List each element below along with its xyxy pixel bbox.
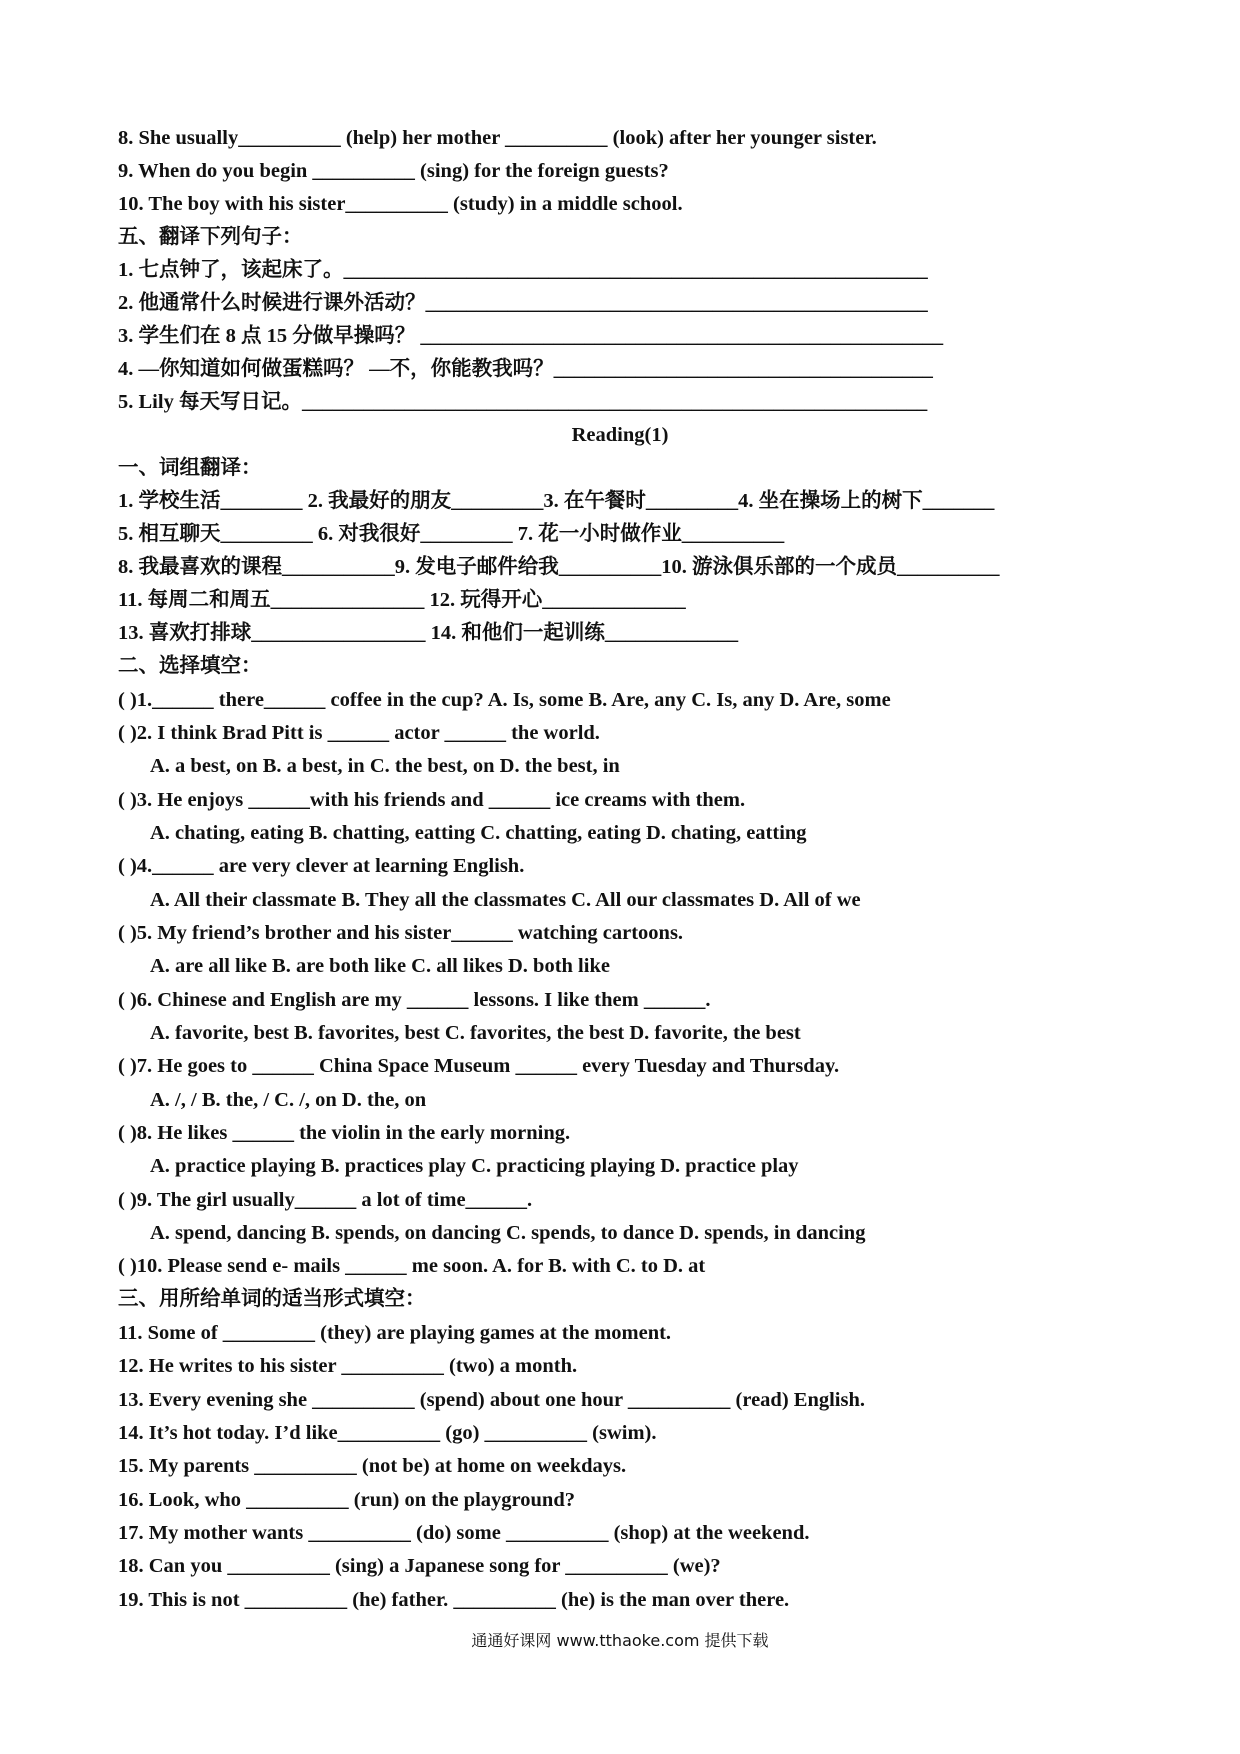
exercise-line: 5. 相互聊天_________ 6. 对我很好_________ 7. 花一小时做作业__________ xyxy=(118,523,785,545)
question-line: ( )6. Chinese and English are my ______ lessons. I like them ______. xyxy=(118,989,711,1011)
options-line: A. are all like B. are both like C. all likes D. both like xyxy=(150,955,610,977)
exercise-line: 15. My parents __________ (not be) at home on weekdays. xyxy=(118,1455,627,1477)
exercise-line: 11. 每周二和周五_______________ 12. 玩得开心______________ xyxy=(118,589,686,611)
question-line: ( )9. The girl usually______ a lot of time______. xyxy=(118,1189,533,1211)
exercise-line: 8. She usually__________ (help) her mother __________ (look) after her younger sister. xyxy=(118,127,877,149)
section-heading: 三、用所给单词的适当形式填空： xyxy=(118,1288,426,1310)
exercise-line: 17. My mother wants __________ (do) some __________ (shop) at the weekend. xyxy=(118,1522,810,1544)
section-heading: 五、翻译下列句子： xyxy=(118,226,303,248)
exercise-line: 4. —你知道如何做蛋糕吗？ —不，你能教我吗？_____________________________________ xyxy=(118,358,933,380)
exercise-line: 2. 他通常什么时候进行课外活动？_________________________________________________ xyxy=(118,292,928,314)
section-heading: 二、选择填空： xyxy=(118,655,262,677)
exercise-line: 9. When do you begin __________ (sing) for the foreign guests? xyxy=(118,160,669,182)
question-line: ( )7. He goes to ______ China Space Museum ______ every Tuesday and Thursday. xyxy=(118,1055,840,1077)
options-line: A. a best, on B. a best, in C. the best, on D. the best, in xyxy=(150,755,620,777)
exercise-line: 1. 学校生活________ 2. 我最好的朋友_________3. 在午餐时_________4. 坐在操场上的树下_______ xyxy=(118,490,995,512)
options-line: A. favorite, best B. favorites, best C. favorites, the best D. favorite, the best xyxy=(150,1022,801,1044)
question-line: ( )8. He likes ______ the violin in the early morning. xyxy=(118,1122,571,1144)
exercise-line: 16. Look, who __________ (run) on the playground? xyxy=(118,1489,575,1511)
exercise-line: 19. This is not __________ (he) father. __________ (he) is the man over there. xyxy=(118,1589,790,1611)
options-line: A. chating, eating B. chatting, eatting C. chatting, eating D. chating, eatting xyxy=(150,822,807,844)
section-heading: 一、词组翻译： xyxy=(118,457,262,479)
exercise-line: 13. 喜欢打排球_________________ 14. 和他们一起训练_____________ xyxy=(118,622,739,644)
exercise-line: 1. 七点钟了，该起床了。_________________________________________________________ xyxy=(118,259,928,281)
options-line: A. All their classmate B. They all the classmates C. All our classmates D. All of we xyxy=(150,889,861,911)
question-line: ( )10. Please send e- mails ______ me soon. A. for B. with C. to D. at xyxy=(118,1255,706,1277)
exercise-line: 14. It’s hot today. I’d like__________ (go) __________ (swim). xyxy=(118,1422,657,1444)
exercise-line: 5. Lily 每天写日记。_____________________________________________________________ xyxy=(118,391,928,413)
exercise-line: 3. 学生们在 8 点 15 分做早操吗？ ___________________________________________________ xyxy=(118,325,944,347)
exercise-line: 8. 我最喜欢的课程___________9. 发电子邮件给我__________10. 游泳俱乐部的一个成员__________ xyxy=(118,556,1000,578)
reading-title: Reading(1) xyxy=(571,424,669,446)
exercise-line: 18. Can you __________ (sing) a Japanese song for __________ (we)? xyxy=(118,1555,721,1577)
page-footer: 通通好课网 www.tthaoke.com 提供下载 xyxy=(471,1631,769,1650)
question-line: ( )1.______ there______ coffee in the cup? A. Is, some B. Are, any C. Is, any D. Are, some xyxy=(118,689,891,711)
exercise-line: 10. The boy with his sister__________ (study) in a middle school. xyxy=(118,193,683,215)
question-line: ( )2. I think Brad Pitt is ______ actor ______ the world. xyxy=(118,722,600,744)
exercise-line: 12. He writes to his sister __________ (two) a month. xyxy=(118,1355,578,1377)
exercise-line: 13. Every evening she __________ (spend) about one hour __________ (read) English. xyxy=(118,1389,865,1411)
question-line: ( )5. My friend’s brother and his sister______ watching cartoons. xyxy=(118,922,684,944)
options-line: A. spend, dancing B. spends, on dancing C. spends, to dance D. spends, in dancing xyxy=(150,1222,866,1244)
question-line: ( )4.______ are very clever at learning English. xyxy=(118,855,525,877)
question-line: ( )3. He enjoys ______with his friends and ______ ice creams with them. xyxy=(118,789,746,811)
options-line: A. practice playing B. practices play C. practicing playing D. practice play xyxy=(150,1155,799,1177)
options-line: A. /, / B. the, / C. /, on D. the, on xyxy=(150,1089,427,1111)
exercise-line: 11. Some of _________ (they) are playing games at the moment. xyxy=(118,1322,672,1344)
